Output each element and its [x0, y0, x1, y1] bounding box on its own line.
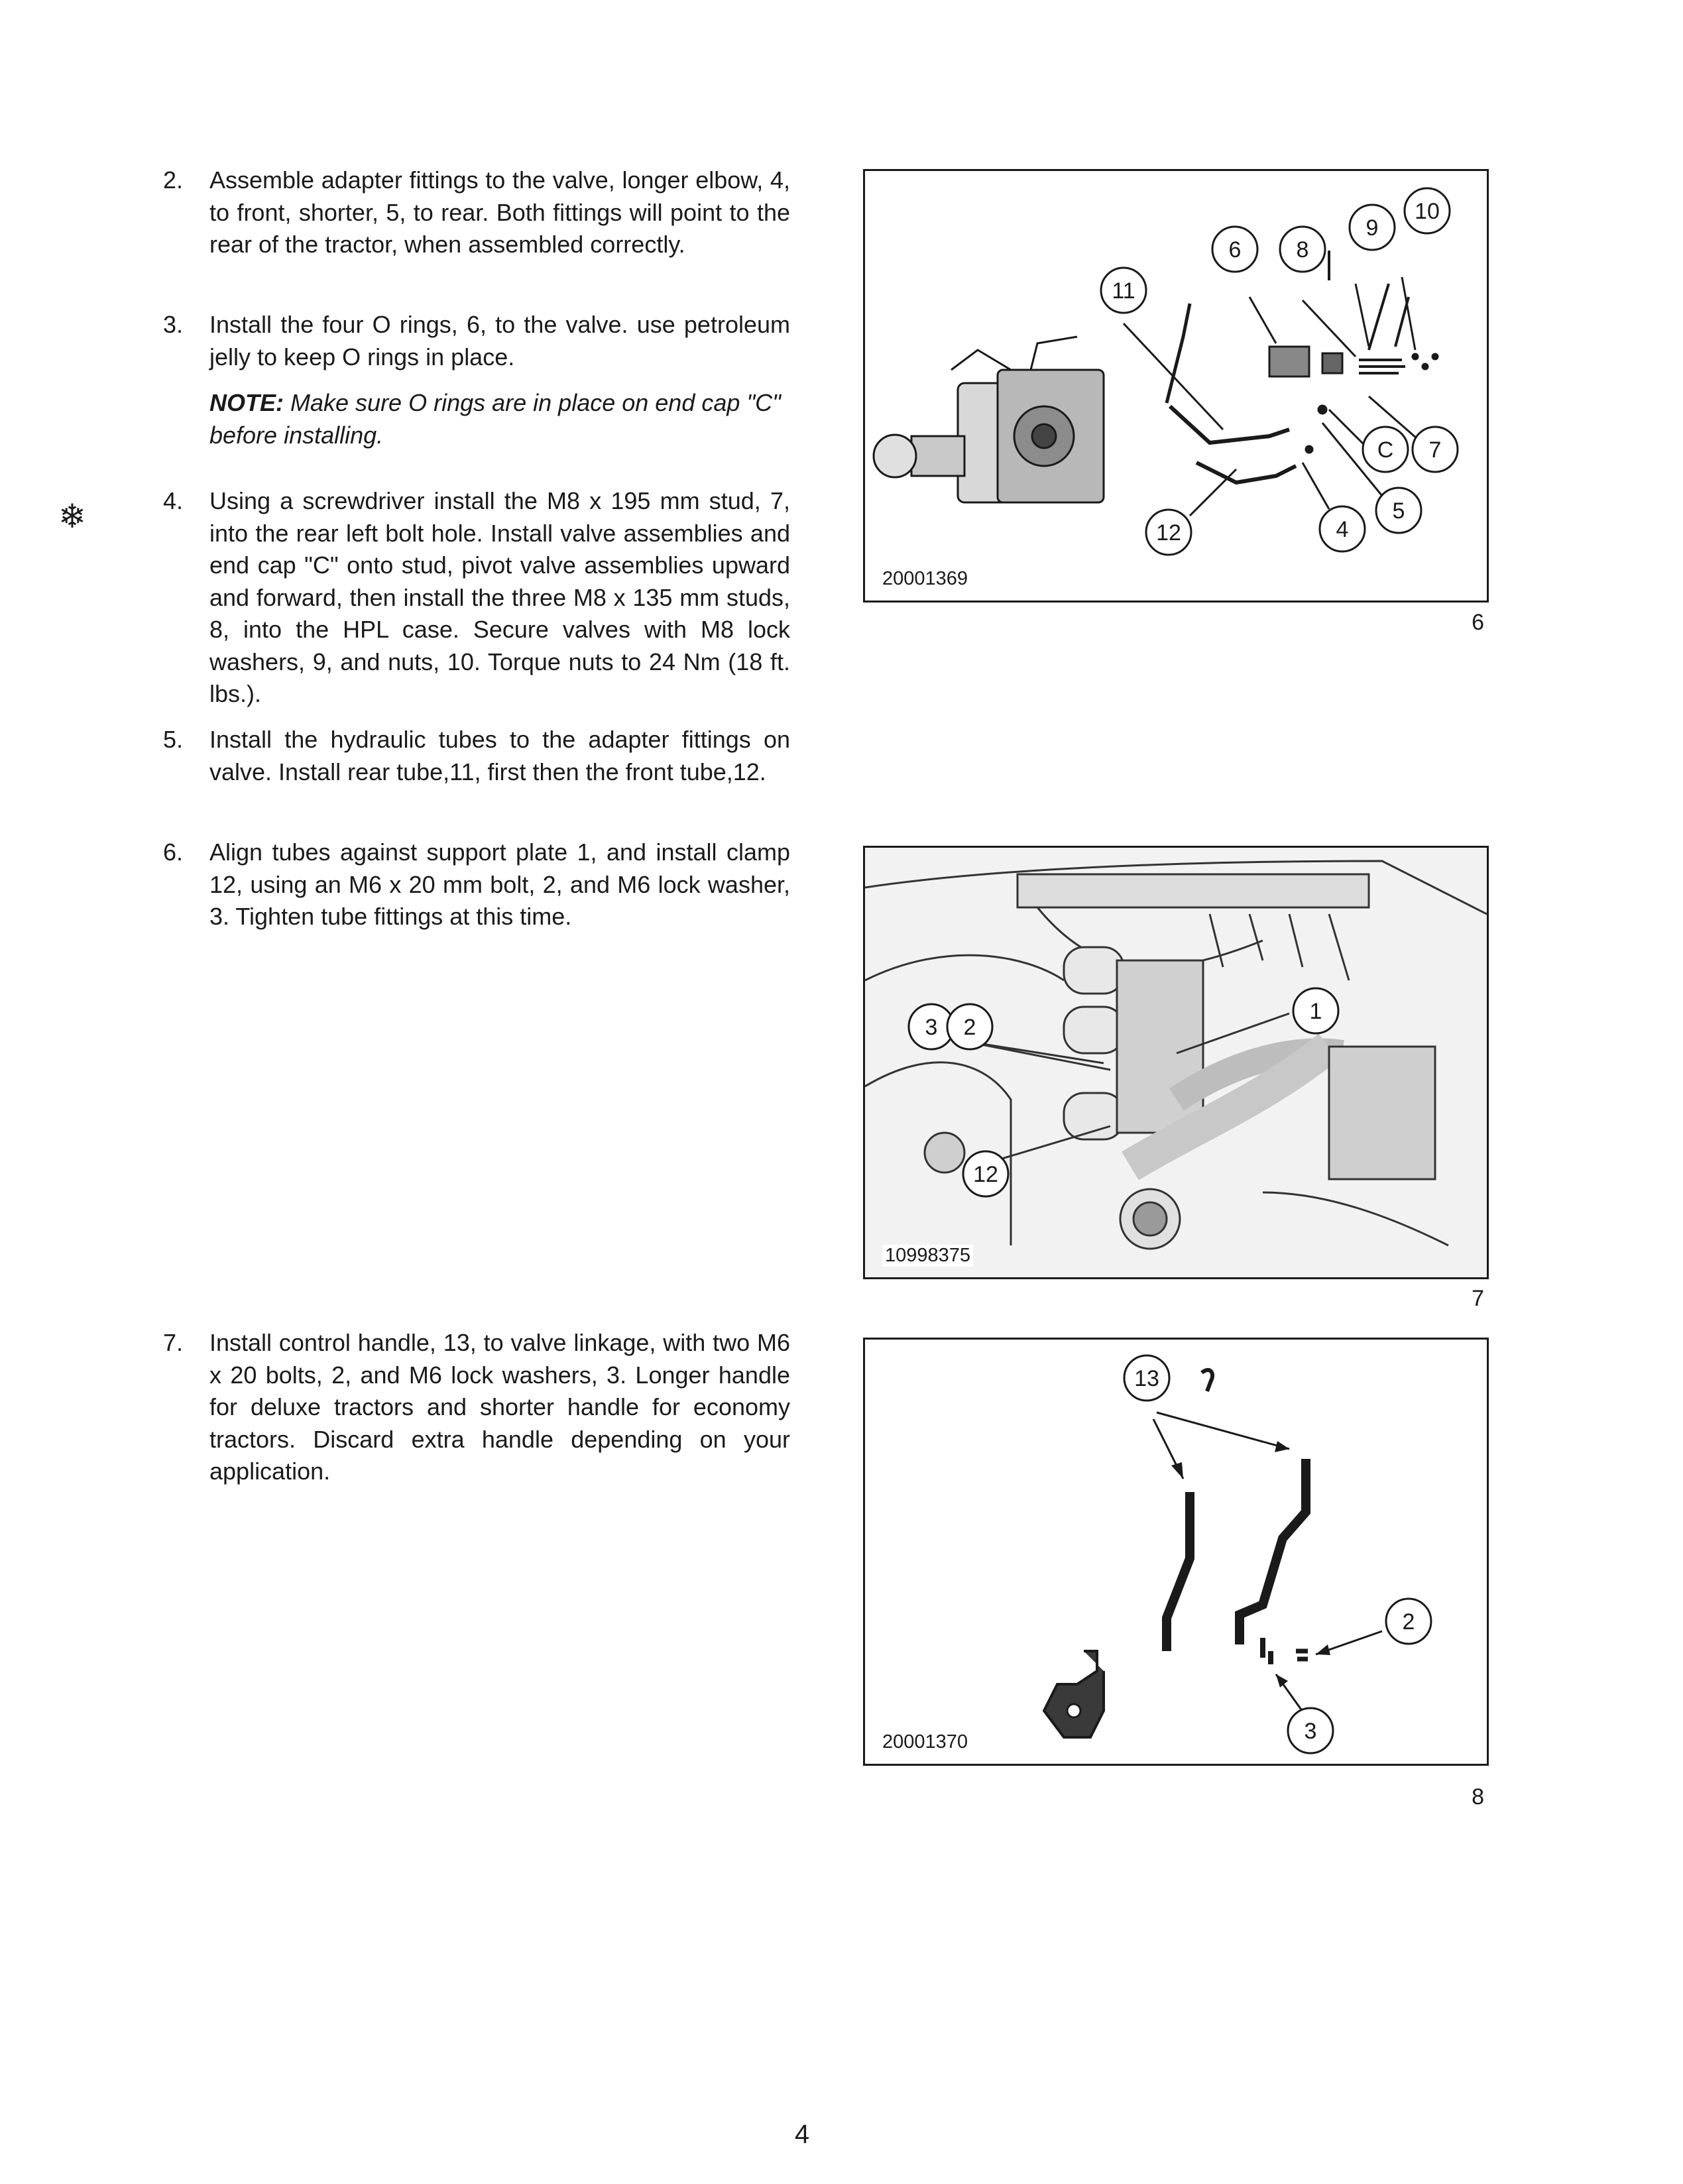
callout-12: [963, 1151, 1008, 1196]
svg-text:4: 4: [1336, 517, 1349, 542]
svg-text:12: 12: [973, 1162, 998, 1187]
note: [209, 387, 793, 451]
callout-2: [1386, 1599, 1431, 1644]
svg-text:2: 2: [1402, 1609, 1415, 1635]
figure-code: 20001370: [882, 1731, 968, 1753]
callout-8: [1280, 227, 1325, 272]
step-number: 4.: [163, 487, 184, 514]
page-number: 4: [794, 2120, 810, 2149]
callout-6: [1212, 227, 1257, 272]
note-label: NOTE:: [209, 389, 284, 416]
callout-9: [1350, 205, 1395, 250]
svg-text:2: 2: [963, 1015, 976, 1040]
svg-text:6: 6: [1228, 237, 1242, 262]
callout-5: [1376, 488, 1421, 533]
step-text: Using a screwdriver install the M8 x 195 mm stud, 7, into the rear left bolt hole. Install valve assemblies and end cap "C" onto stud, pivot valve assemblies upward and forward, then install the three M8 x 135 mm studs, 8, into the HPL case. Secure valves with M8 lock washers, 9, and nuts, 10. Torque nuts to 24 Nm (18 ft. lbs.).: [209, 487, 790, 707]
step-6: [154, 836, 790, 933]
callout-7: [1413, 427, 1458, 472]
callout-13: [1124, 1355, 1169, 1401]
callout-12: [1146, 510, 1191, 555]
svg-text:10: 10: [1415, 199, 1440, 224]
svg-text:13: 13: [1134, 1366, 1159, 1391]
tractor-valve-photo: [865, 848, 1487, 1277]
step-2: [154, 164, 790, 261]
step-number: 3.: [163, 311, 184, 338]
step-3: [154, 309, 790, 373]
step-text: Assemble adapter fittings to the valve, longer elbow, 4, to front, shorter, 5, to rear. Both fittings will point to the rear of the tractor, when assembled correctly.: [209, 166, 790, 258]
step-text: Align tubes against support plate 1, and install clamp 12, using an M6 x 20 mm bolt, 2, and M6 lock washer, 3. Tighten tube fittings at this time.: [209, 838, 790, 930]
callout-4: [1320, 506, 1365, 551]
control-handle-illustration: [865, 1340, 1487, 1764]
step-number: 5.: [163, 726, 184, 753]
svg-text:3: 3: [1304, 1719, 1317, 1744]
callout-2: [947, 1004, 992, 1049]
note-text: Make sure O rings are in place on end cap "C" before installing.: [209, 389, 781, 449]
valve-assembly-illustration: [865, 171, 1487, 601]
figure-number: 6: [1472, 610, 1484, 635]
figure-code: 20001369: [882, 568, 968, 589]
step-text: Install the hydraulic tubes to the adapter fittings on valve. Install rear tube,11, first then the front tube,12.: [209, 726, 790, 785]
step-7: [154, 1327, 790, 1488]
svg-text:7: 7: [1428, 437, 1442, 463]
step-text: Install the four O rings, 6, to the valve. use petroleum jelly to keep O rings in place.: [209, 311, 790, 371]
step-number: 7.: [163, 1329, 184, 1356]
svg-text:5: 5: [1392, 498, 1405, 524]
figure-7: [863, 846, 1489, 1279]
svg-text:11: 11: [1112, 278, 1135, 304]
step-4: [154, 485, 790, 711]
figure-number: 8: [1472, 1784, 1484, 1810]
callout-1: [1293, 988, 1338, 1033]
step-number: 2.: [163, 166, 184, 194]
figure-code: 10998375: [882, 1245, 973, 1267]
callout-10: [1405, 188, 1450, 233]
callout-11: [1101, 268, 1146, 313]
svg-text:1: 1: [1309, 999, 1322, 1024]
step-text: Install control handle, 13, to valve linkage, with two M6 x 20 bolts, 2, and M6 lock washers, 3. Longer handle for deluxe tractors and shorter handle for economy tractors. Discard extra handle depending on your application.: [209, 1329, 790, 1485]
step-5: [154, 724, 790, 788]
callout-c: [1363, 427, 1408, 472]
svg-text:12: 12: [1156, 520, 1181, 546]
callout-3: [1288, 1708, 1333, 1753]
figure-6: [863, 169, 1489, 603]
svg-text:8: 8: [1296, 237, 1309, 262]
figure-8: [863, 1338, 1489, 1766]
svg-text:9: 9: [1365, 215, 1379, 241]
svg-text:3: 3: [925, 1015, 938, 1040]
step-number: 6.: [163, 838, 184, 866]
figure-number: 7: [1472, 1286, 1484, 1311]
margin-mark: ❄: [58, 498, 86, 535]
svg-text:C: C: [1377, 437, 1394, 463]
